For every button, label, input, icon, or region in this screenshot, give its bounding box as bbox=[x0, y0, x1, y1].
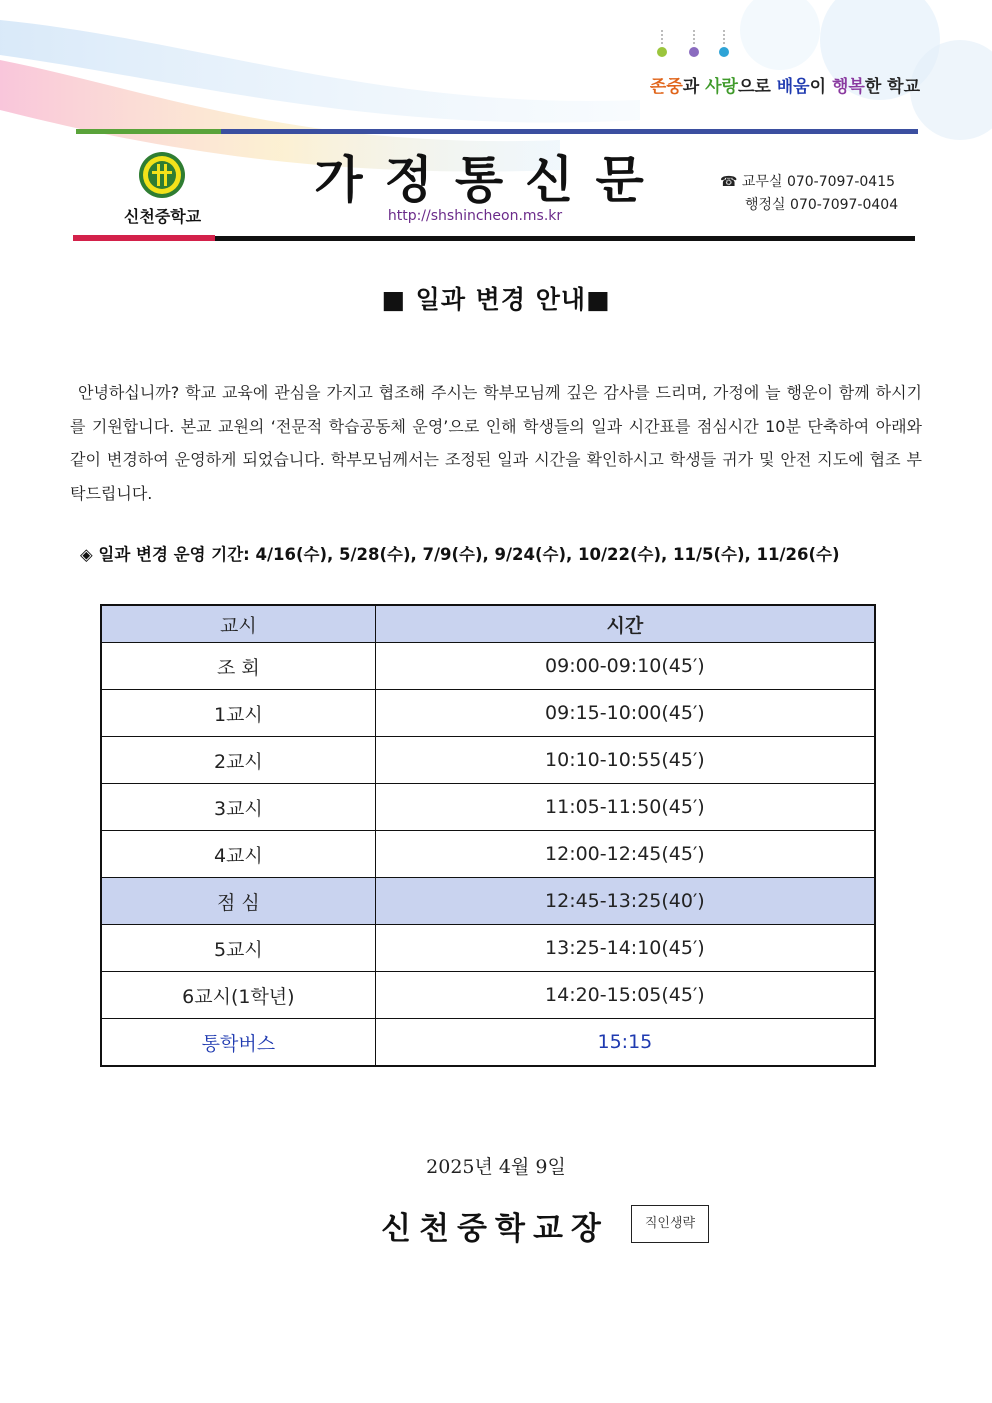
period-cell: 통학버스 bbox=[101, 1019, 375, 1067]
phone-icon: ☎ bbox=[720, 174, 738, 190]
contact-admin-office bbox=[745, 194, 898, 214]
time-cell: 14:20-15:05(45′) bbox=[375, 972, 875, 1019]
table-row bbox=[101, 784, 875, 831]
table-row bbox=[101, 737, 875, 784]
document-title: ■ 일과 변경 안내■ bbox=[381, 285, 611, 314]
table-row bbox=[101, 972, 875, 1019]
school-name: 신천중학교 bbox=[123, 207, 202, 226]
table-row bbox=[101, 925, 875, 972]
period-cell: 6교시(1학년) bbox=[101, 972, 375, 1019]
motto-part: 사랑 bbox=[705, 77, 738, 97]
school-logo-icon bbox=[137, 150, 187, 200]
header-bottom-rule-black bbox=[215, 236, 915, 241]
motto-part: 과 bbox=[682, 77, 706, 97]
time-cell: 09:00-09:10(45′) bbox=[375, 643, 875, 690]
period-cell: 조 회 bbox=[101, 643, 375, 690]
schedule-table bbox=[100, 604, 876, 1067]
time-cell: 15:15 bbox=[375, 1019, 875, 1067]
time-cell: 12:00-12:45(45′) bbox=[375, 831, 875, 878]
table-row bbox=[101, 1019, 875, 1067]
newsletter-title: 가정통신문 bbox=[314, 150, 666, 209]
school-url-link[interactable]: http://shshincheon.ms.kr bbox=[387, 208, 563, 224]
period-cell: 2교시 bbox=[101, 737, 375, 784]
issue-date: 2025년 4월 9일 bbox=[426, 1156, 566, 1178]
period-cell: 4교시 bbox=[101, 831, 375, 878]
seal-omitted-box: 직인생략 bbox=[631, 1205, 709, 1243]
time-cell: 13:25-14:10(45′) bbox=[375, 925, 875, 972]
motto-part: 이 bbox=[809, 77, 832, 97]
table-row bbox=[101, 643, 875, 690]
column-header-period: 교시 bbox=[101, 605, 375, 643]
period-cell: 점 심 bbox=[101, 878, 375, 925]
period-cell: 3교시 bbox=[101, 784, 375, 831]
contact-label: 교무실 bbox=[741, 174, 783, 190]
column-header-time: 시간 bbox=[375, 605, 875, 643]
decorative-dots-icon bbox=[648, 28, 738, 64]
header-bottom-rule-red bbox=[73, 235, 215, 241]
table-row bbox=[101, 831, 875, 878]
contact-number: 070-7097-0404 bbox=[790, 197, 899, 213]
motto-part: 행복 bbox=[831, 77, 865, 97]
header-top-rule-blue bbox=[221, 129, 918, 134]
table-row bbox=[101, 690, 875, 737]
motto-part: 배움 bbox=[776, 77, 810, 97]
motto-part: 한 학교 bbox=[864, 77, 920, 97]
period-cell: 5교시 bbox=[101, 925, 375, 972]
time-cell: 11:05-11:50(45′) bbox=[375, 784, 875, 831]
motto-part: 존중 bbox=[649, 77, 683, 97]
period-cell: 1교시 bbox=[101, 690, 375, 737]
contact-academic-office bbox=[720, 171, 895, 191]
time-cell: 10:10-10:55(45′) bbox=[375, 737, 875, 784]
contact-number: 070-7097-0415 bbox=[786, 174, 896, 190]
motto-part: 으로 bbox=[737, 77, 777, 97]
operation-period: ◈ 일과 변경 운영 기간: 4/16(수), 5/28(수), 7/9(수), 9/24(수), 10/22(수), 11/5(수), 11/26(수) bbox=[80, 545, 840, 564]
contact-label: 행정실 bbox=[745, 197, 786, 213]
time-cell: 12:45-13:25(40′) bbox=[375, 878, 875, 925]
intro-paragraph: 안녕하십니까? 학교 교육에 관심을 가지고 협조해 주시는 학부모님께 깊은 감사를 드리며, 가정에 늘 행운이 함께 하시기를 기원합니다. 본교 교원의 ‘전문적 학습공동체 운영’으로 인해 학생들의 일과 시간표를 점심시간 10분 단축하여 아래와 같이 변경하여 운영하게 되었습니다. 학부모님께서는 조정된 일과 시간을 확인하시고 학생들 귀가 및 안전 지도에 협조 부탁드립니다. bbox=[70, 383, 922, 503]
table-row bbox=[101, 878, 875, 925]
header-top-rule-green bbox=[76, 129, 221, 134]
principal-signature: 신천중학교장 bbox=[381, 1211, 609, 1247]
table-header-row bbox=[101, 605, 875, 643]
school-motto bbox=[560, 72, 920, 97]
time-cell: 09:15-10:00(45′) bbox=[375, 690, 875, 737]
